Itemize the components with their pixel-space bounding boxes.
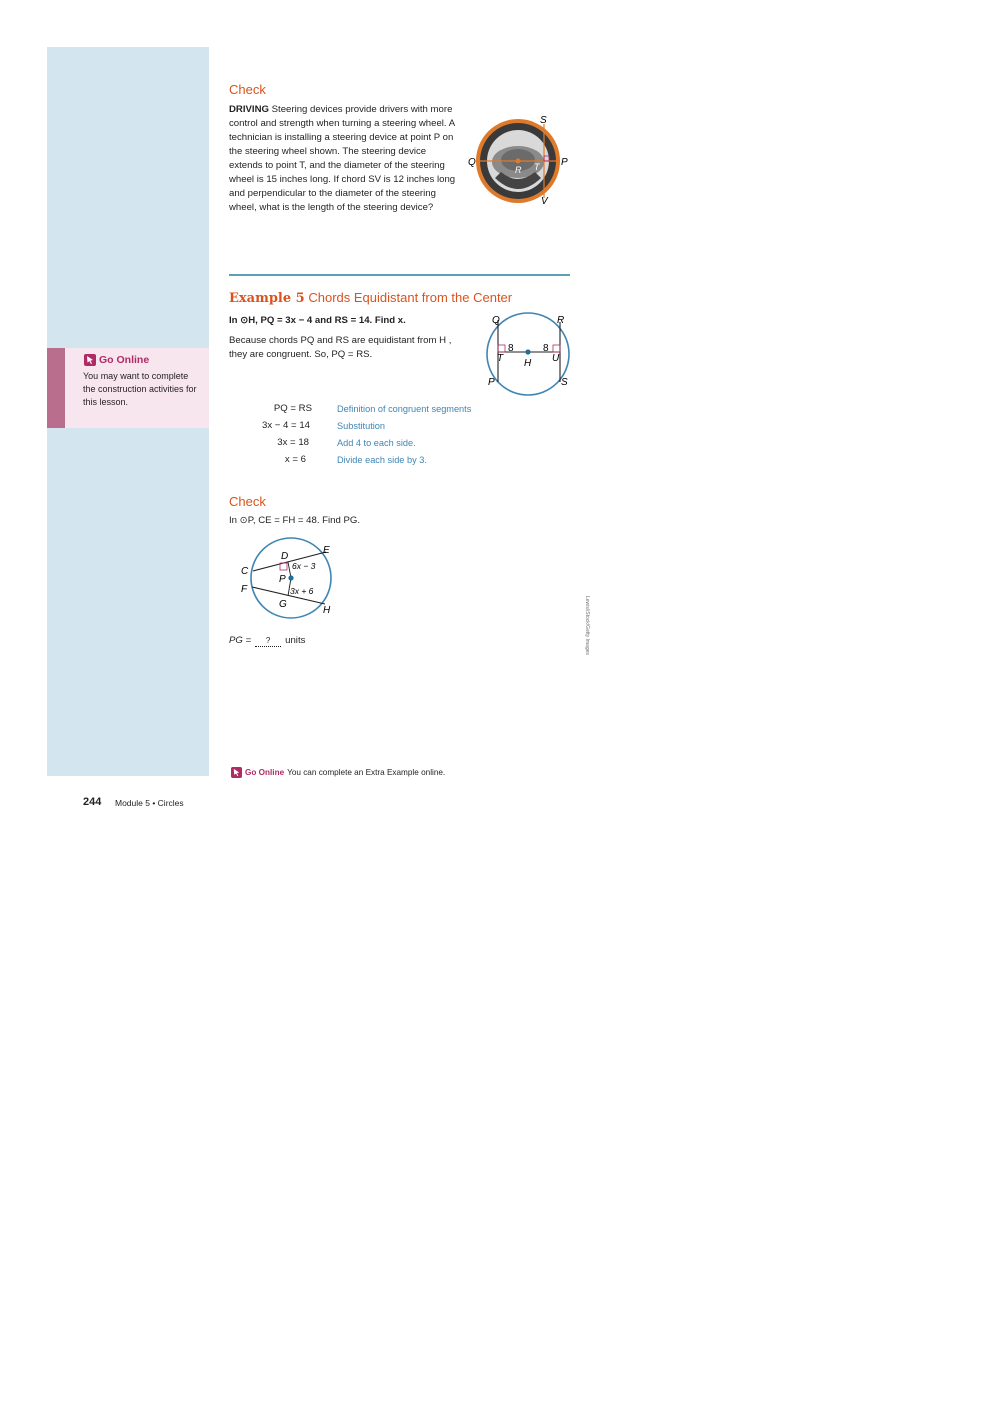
label-v: V <box>541 196 548 207</box>
module-label: Module 5 • Circles <box>115 798 184 808</box>
photo-credit: Lewis/iStock/Getty Images <box>584 596 590 655</box>
section-divider <box>229 274 570 276</box>
label-p3: P <box>279 574 286 585</box>
label-h: H <box>524 358 532 369</box>
bottom-go-online-text: You can complete an Extra Example online. <box>287 768 446 777</box>
label-t: T <box>534 162 540 172</box>
example-5-label: Example 5 <box>229 291 305 306</box>
label-q: Q <box>468 157 476 168</box>
bottom-go-online-link[interactable] <box>231 767 445 778</box>
answer-suffix: units <box>285 635 306 646</box>
right-angle-t <box>498 345 505 352</box>
label-g: G <box>279 599 287 610</box>
label-d2: 8 <box>543 343 549 354</box>
example-5-prompt: In ⊙H, PQ = 3x − 4 and RS = 14. Find x. <box>229 315 406 326</box>
circle-h-figure <box>478 310 578 400</box>
step-eq-3: 3x = 18 <box>277 437 309 448</box>
go-online-stripe <box>47 348 65 428</box>
right-angle-u <box>553 345 560 352</box>
circle-p-figure <box>236 534 342 620</box>
check-1-body: Steering devices provide drivers with more control and strength when turning a steering wheel. A technician is installing a steering device at point P on the steering wheel shown. The steering device extends to point T, and the diameter of the steering wheel is 15 inches long. If chord SV is 12 inches long and perpendicular to the diameter of the steering wheel, what is the length of the steering device? <box>229 104 456 213</box>
go-online-title-text: Go Online <box>99 354 150 366</box>
go-online-text: You may want to complete the construction activities for this lesson. <box>83 371 197 407</box>
center-point-r <box>516 159 521 164</box>
label-q2: Q <box>492 315 500 326</box>
page-number: 244 <box>83 796 102 808</box>
step-reason-2: Substitution <box>337 421 386 431</box>
bottom-go-online-label[interactable]: Go Online <box>245 768 285 777</box>
example-5-explanation-1: Because chords PQ and RS are equidistant from H , <box>229 335 452 346</box>
answer-prefix: PG = <box>229 635 252 646</box>
label-s2: S <box>561 377 568 388</box>
check-heading-2: Check <box>229 494 266 509</box>
label-r2: R <box>557 315 565 326</box>
example-5-explanation-2: they are congruent. So, PQ = RS. <box>229 349 373 360</box>
label-bottom-expr: 3x + 6 <box>290 586 314 596</box>
center-h <box>525 349 530 354</box>
label-p2: P <box>488 377 495 388</box>
step-eq-2: 3x − 4 = 14 <box>261 420 310 431</box>
label-t2: T <box>497 353 504 364</box>
label-d1: 8 <box>508 343 514 354</box>
cursor-icon <box>231 767 242 778</box>
label-h3: H <box>323 605 331 616</box>
answer-blank-input[interactable]: ? <box>255 636 281 647</box>
go-online-title[interactable] <box>84 354 149 366</box>
center-p <box>288 575 293 580</box>
step-eq-4: x = 6 <box>284 454 306 465</box>
label-u: U <box>552 353 560 364</box>
label-f: F <box>241 584 248 595</box>
answer-line <box>229 634 305 648</box>
step-reason-1: Definition of congruent segments <box>337 404 472 414</box>
step-reason-4: Divide each side by 3. <box>337 455 427 465</box>
cursor-icon <box>84 354 96 366</box>
check-2-prompt: In ⊙P, CE = FH = 48. Find PG. <box>229 515 361 526</box>
check-1-paragraph <box>229 103 457 215</box>
example-5-heading <box>229 290 512 306</box>
label-s: S <box>540 115 547 126</box>
step-reason-3: Add 4 to each side. <box>337 438 416 448</box>
label-c: C <box>241 566 249 577</box>
label-p: P <box>561 157 568 168</box>
check-heading-1: Check <box>229 82 266 97</box>
label-r: R <box>515 165 522 175</box>
step-eq-1: PQ = RS <box>273 403 312 414</box>
label-d: D <box>281 551 289 562</box>
check-1-lead: DRIVING <box>229 104 269 115</box>
label-e: E <box>323 545 330 556</box>
example-5-title: Chords Equidistant from the Center <box>308 290 513 305</box>
label-top-expr: 6x − 3 <box>292 561 316 571</box>
steering-wheel-figure <box>465 110 575 210</box>
